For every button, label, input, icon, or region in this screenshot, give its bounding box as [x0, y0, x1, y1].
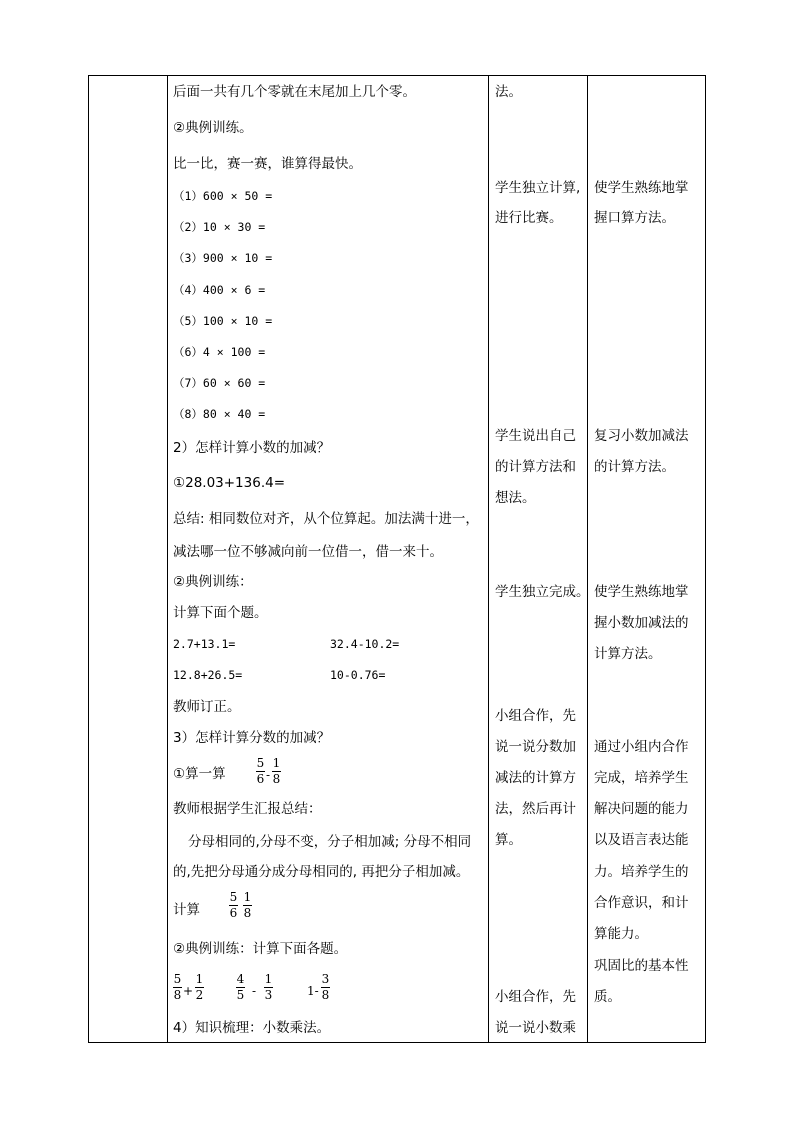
content-line: ②典例训练：: [173, 574, 253, 590]
student-activity: 法。: [495, 84, 522, 100]
fraction: 1 8: [272, 756, 281, 786]
student-activity: 想法。: [495, 490, 536, 506]
design-intent: 握小数加减法的: [594, 615, 689, 631]
oral-item: （7）60 × 60 =: [173, 376, 266, 390]
content-line: 减法哪一位不够减向前一位借一，借一来十。: [173, 544, 443, 560]
design-intent: 力。培养学生的: [594, 864, 689, 880]
design-intent: 通过小组内合作: [594, 739, 689, 755]
oral-item: （1）600 × 50 =: [173, 189, 273, 203]
calc-item: 10-0.76=: [330, 668, 386, 682]
column-divider: [488, 75, 489, 1043]
content-line: 比一比，赛一赛，谁算得最快。: [173, 156, 362, 172]
design-intent: 握口算方法。: [594, 210, 675, 226]
content-line: 4）知识梳理：小数乘法。: [173, 1020, 331, 1036]
student-activity: 学生独立计算,: [495, 180, 581, 196]
oral-item: （5）100 × 10 =: [173, 314, 273, 328]
content-line: ②典例训练：计算下面各题。: [173, 941, 348, 957]
column-divider: [587, 75, 588, 1043]
design-intent: 巩固比的基本性: [594, 958, 689, 974]
fraction: 5 6: [229, 890, 238, 920]
design-intent: 以及语言表达能: [594, 832, 689, 848]
design-intent: 解决问题的能力: [594, 801, 689, 817]
content-line: 分母相同的,分母不变，分子相加减; 分母不相同: [188, 834, 472, 850]
design-intent: 使学生熟练地掌: [594, 180, 689, 196]
design-intent: 算能力。: [594, 926, 648, 942]
fraction: 5 6: [256, 756, 265, 786]
fraction: 5 8: [173, 972, 182, 1002]
student-activity: 说一说分数加: [495, 739, 576, 755]
content-line: ①28.03+136.4=: [173, 475, 286, 491]
content-line: ①算一算: [173, 766, 226, 782]
student-activity: 小组合作，先: [495, 989, 576, 1005]
content-line: 总结: 相同数位对齐，从个位算起。加法满十进一，: [173, 511, 479, 527]
fraction: 1 2: [195, 972, 204, 1002]
design-intent: 使学生熟练地掌: [594, 584, 689, 600]
oral-item: （2）10 × 30 =: [173, 220, 266, 234]
content-line: 的,先把分母通分成分母相同的, 再把分子相加减。: [173, 864, 470, 880]
column-divider: [167, 75, 168, 1043]
fraction: 3 8: [321, 972, 330, 1002]
student-activity: 小组合作，先: [495, 708, 576, 724]
student-activity: 进行比赛。: [495, 210, 563, 226]
content-line: ②典例训练。: [173, 120, 253, 136]
design-intent: 的计算方法。: [594, 459, 675, 475]
operator: +: [183, 984, 194, 998]
student-activity: 算。: [495, 832, 522, 848]
content-line: 计算: [173, 902, 200, 918]
fraction: 4 5: [236, 972, 245, 1002]
fraction: 1 8: [243, 890, 252, 920]
content-line: 2）怎样计算小数的加减？: [173, 440, 331, 456]
student-activity: 的计算方法和: [495, 459, 576, 475]
student-activity: 法，然后再计: [495, 801, 576, 817]
calc-item: 12.8+26.5=: [173, 668, 243, 682]
operator: -: [252, 984, 257, 998]
design-intent: 复习小数加减法: [594, 428, 689, 444]
content-line: 3）怎样计算分数的加减？: [173, 730, 331, 746]
design-intent: 完成，培养学生: [594, 770, 689, 786]
design-intent: 质。: [594, 989, 621, 1005]
calc-item: 2.7+13.1=: [173, 637, 236, 651]
student-activity: 说一说小数乘: [495, 1020, 576, 1036]
content-line: 教师订正。: [173, 699, 241, 715]
oral-item: （3）900 × 10 =: [173, 251, 273, 265]
content-line: 后面一共有几个零就在末尾加上几个零。: [173, 84, 416, 100]
content-line: 教师根据学生汇报总结：: [173, 801, 322, 817]
student-activity: 学生独立完成。: [495, 584, 590, 600]
student-activity: 减法的计算方: [495, 770, 576, 786]
oral-item: （4）400 × 6 =: [173, 283, 266, 297]
content-line: 计算下面个题。: [173, 605, 268, 621]
fraction: 1 3: [264, 972, 273, 1002]
operator: -: [266, 768, 271, 782]
design-intent: 计算方法。: [594, 646, 662, 662]
calc-item: 32.4-10.2=: [330, 637, 400, 651]
oral-item: （8）80 × 40 =: [173, 407, 266, 421]
student-activity: 学生说出自己: [495, 428, 576, 444]
oral-item: （6）4 × 100 =: [173, 345, 266, 359]
operator: 1-: [307, 984, 319, 998]
design-intent: 合作意识，和计: [594, 895, 689, 911]
